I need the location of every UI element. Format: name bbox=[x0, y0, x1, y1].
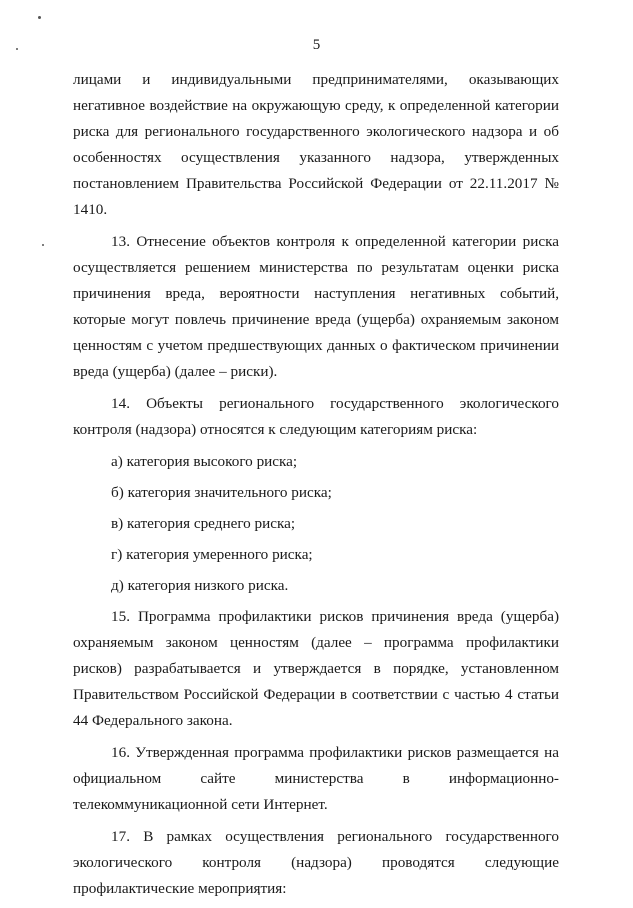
risk-category-item: г) категория умеренного риска; bbox=[111, 546, 313, 563]
paragraph-continuation: лицами и индивидуальными предпринимателями, оказывающих негативное воздействие на окружающую среду, к определенной категории риска для регионального государственного экологического надзора и об особенностях осуществления указанного надзора, утвержденных постановлением Правительства Российской Федерации от 22.11.2017 № 1410. bbox=[73, 71, 559, 218]
paragraph-13: 13. Отнесение объектов контроля к определенной категории риска осуществляется решением министерства по результатам оценки риска причинения вреда, вероятности наступления негативных событий, которые могут повлечь причинение вреда (ущерба) охраняемым законом ценностям с учетом предшествующих данных о фактическом причинении вреда (ущерба) (далее – риски). bbox=[73, 233, 559, 380]
scan-speck bbox=[42, 244, 44, 246]
risk-category-item: а) категория высокого риска; bbox=[111, 453, 298, 470]
paragraph-15: 15. Программа профилактики рисков причинения вреда (ущерба) охраняемым законом ценностям (далее – программа профилактики рисков) разрабатывается и утверждается в порядке, установленном Правительством Российской Федерации в соответствии с частью 4 статьи 44 Федерального закона. bbox=[73, 608, 559, 729]
risk-category-item: в) категория среднего риска; bbox=[111, 515, 296, 532]
paragraph-17: 17. В рамках осуществления регионального государственного экологического контроля (надзора) проводятся следующие профилактические мероприятия: bbox=[73, 828, 559, 897]
page-number: 5 bbox=[312, 37, 321, 53]
document-body bbox=[73, 67, 559, 908]
risk-category-item: д) категория низкого риска. bbox=[111, 577, 289, 594]
paragraph-14: 14. Объекты регионального государственного экологического контроля (надзора) относятся к следующим категориям риска: bbox=[73, 395, 559, 438]
paragraph-16: 16. Утвержденная программа профилактики рисков размещается на официальном сайте министерства в информационно-телекоммуникационной сети Интернет. bbox=[73, 744, 559, 813]
scan-speck bbox=[38, 16, 41, 19]
risk-category-item: б) категория значительного риска; bbox=[111, 484, 332, 501]
